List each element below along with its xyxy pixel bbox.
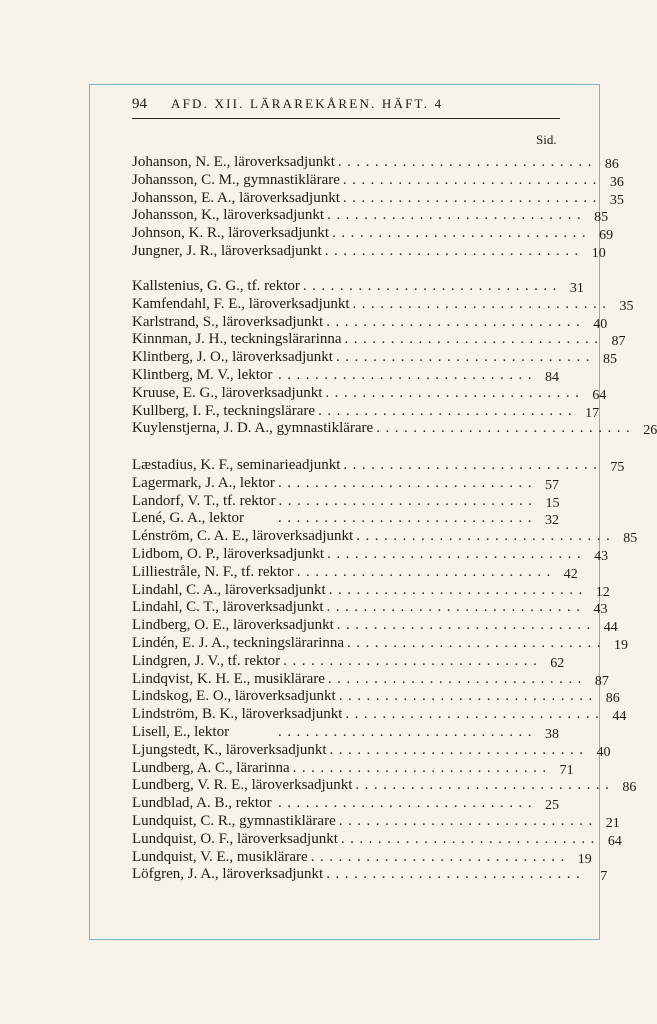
index-entry xyxy=(132,206,609,226)
dot-leader: ............................ xyxy=(278,795,537,812)
entry-page-number: 32 xyxy=(545,513,559,529)
entry-page-number: 19 xyxy=(614,638,629,653)
entry-name: Johansson, K., läroverksadjunkt xyxy=(132,207,325,224)
dot-leader: ............................ xyxy=(326,599,586,616)
dot-leader: ............................ xyxy=(327,207,587,224)
index-entry xyxy=(132,527,638,547)
index-entry xyxy=(132,456,625,475)
dot-leader: ............................ xyxy=(347,635,607,651)
entry-page-number: 85 xyxy=(602,352,617,368)
index-entry xyxy=(132,812,620,831)
dot-leader: ............................ xyxy=(278,510,537,527)
entry-page-number: 87 xyxy=(611,334,626,350)
entry-page-number: 40 xyxy=(593,316,608,332)
entry-name: Lagermark, J. A., lektor xyxy=(132,474,275,491)
entry-name: Lundquist, C. R., gymnastiklärare xyxy=(132,813,336,829)
index-entry xyxy=(132,741,611,760)
entry-page-number: 75 xyxy=(610,460,625,475)
index-entry xyxy=(132,153,619,172)
dot-leader: ............................ xyxy=(356,528,616,545)
dot-leader: ............................ xyxy=(327,670,587,687)
entry-page-number: 42 xyxy=(563,566,578,582)
entry-name: Johnson, K. R., läroverksadjunkt xyxy=(132,225,330,242)
index-entry xyxy=(132,830,622,849)
entry-page-number: 19 xyxy=(577,851,592,867)
entry-page-number: 26 xyxy=(643,423,657,439)
entry-name: Lindberg, O. E., läroverksadjunkt xyxy=(132,617,334,634)
index-entry xyxy=(132,348,617,368)
entry-name: Lundberg, V. R. E., läroverksadjunkt xyxy=(132,777,353,794)
entry-page-number: 85 xyxy=(623,531,638,547)
index-entry xyxy=(132,492,559,510)
entry-name: Læstadius, K. F., seminarieadjunkt xyxy=(132,457,341,473)
entry-name: Klintberg, M. V., lektor xyxy=(132,367,273,383)
entry-page-number: 12 xyxy=(595,584,610,600)
entry-page-number: 7 xyxy=(600,869,608,885)
entry-page-number: 64 xyxy=(607,833,622,849)
dot-leader: ............................ xyxy=(340,830,600,847)
index-entry xyxy=(132,670,609,689)
dot-leader: ............................ xyxy=(324,243,584,259)
entry-page-number: 87 xyxy=(594,673,609,689)
entry-page-number: 43 xyxy=(593,602,608,618)
entry-name: Johanson, N. E., läroverksadjunkt xyxy=(132,154,335,170)
dot-leader: ............................ xyxy=(352,295,612,312)
entry-name: Lundquist, V. E., musiklärare xyxy=(132,848,308,865)
entry-page-number: 85 xyxy=(594,210,609,226)
entry-name: Lindgren, J. V., tf. rektor xyxy=(132,652,281,669)
index-entry xyxy=(132,224,614,244)
entry-name: Lidbom, O. P., läroverksadjunkt xyxy=(132,546,325,562)
entry-name: Lundberg, A. C., lärarinna xyxy=(132,759,290,776)
entry-name: Karlstrand, S., läroverksadjunkt xyxy=(132,313,324,330)
index-entry xyxy=(132,776,637,796)
entry-page-number: 31 xyxy=(569,281,584,296)
entry-name: Landorf, V. T., tf. rektor xyxy=(132,492,276,509)
index-entry xyxy=(132,865,608,885)
entry-name: Klintberg, J. O., läroverksadjunkt xyxy=(132,349,333,366)
entry-page-number: 15 xyxy=(545,495,560,511)
entry-name: Kamfendahl, F. E., läroverksadjunkt xyxy=(132,295,350,312)
dot-leader: ............................ xyxy=(376,420,636,437)
entry-page-number: 10 xyxy=(591,246,606,261)
index-entry xyxy=(132,313,608,332)
entry-page-number: 71 xyxy=(559,762,574,778)
entry-name: Lundquist, O. F., läroverksadjunkt xyxy=(132,830,338,847)
dot-leader: ............................ xyxy=(278,724,537,740)
dot-leader: ............................ xyxy=(326,866,586,883)
index-entry xyxy=(132,848,592,867)
entry-page-number: 86 xyxy=(605,691,620,707)
dot-leader: ............................ xyxy=(310,848,570,865)
entry-name: Lindqvist, K. H. E., musiklärare xyxy=(132,670,325,687)
dot-leader: ............................ xyxy=(329,741,589,758)
entry-page-number: 35 xyxy=(609,192,624,208)
entry-name: Jungner, J. R., läroverksadjunkt xyxy=(132,243,322,259)
dot-leader: ............................ xyxy=(326,313,586,330)
entry-page-number: 35 xyxy=(619,298,634,314)
index-entry xyxy=(132,545,609,564)
entry-page-number: 84 xyxy=(545,370,559,385)
index-entry xyxy=(132,242,606,261)
dot-leader: ............................ xyxy=(325,384,585,401)
entry-name: Johansson, E. A., läroverksadjunkt xyxy=(132,189,340,206)
dot-leader: ............................ xyxy=(318,402,578,419)
index-entry xyxy=(132,634,629,653)
entry-name: Löfgren, J. A., läroverksadjunkt xyxy=(132,866,324,883)
index-entry xyxy=(132,419,657,439)
entry-name: Kruuse, E. G., läroverksadjunkt xyxy=(132,384,323,401)
entry-name: Lundblad, A. B., rektor xyxy=(132,795,272,812)
dot-leader: ............................ xyxy=(278,367,537,383)
dot-leader: ............................ xyxy=(338,688,598,705)
entry-page-number: 38 xyxy=(545,727,559,742)
entry-page-number: 17 xyxy=(585,405,600,421)
dot-leader: ............................ xyxy=(327,546,587,562)
index-entry xyxy=(132,687,620,707)
entry-name: Kullberg, I. F., teckningslärare xyxy=(132,402,316,419)
dot-leader: ............................ xyxy=(342,189,602,206)
dot-leader: ............................ xyxy=(296,563,556,580)
running-title: AFD. XII. LÄRAREKÅREN. HÄFT. 4 xyxy=(171,96,444,111)
index-entry xyxy=(132,402,600,421)
entry-page-number: 57 xyxy=(545,477,559,493)
dot-leader: ............................ xyxy=(278,492,538,509)
entry-page-number: 62 xyxy=(550,655,565,671)
page-header xyxy=(132,96,560,113)
dot-leader: ............................ xyxy=(292,759,552,776)
entry-page-number: 86 xyxy=(604,157,619,172)
entry-page-number: 40 xyxy=(596,744,611,760)
entry-name: Lindahl, C. A., läroverksadjunkt xyxy=(132,581,326,598)
entry-name: Kinnman, J. H., teckningslärarinna xyxy=(132,331,342,348)
entry-name: Ljungstedt, K., läroverksadjunkt xyxy=(132,741,327,758)
entry-name: Lené, G. A., lektor xyxy=(132,510,245,527)
dot-leader: ............................ xyxy=(302,278,562,294)
entry-name: Lindén, E. J. A., teckningslärarinna xyxy=(132,635,345,651)
index-entry xyxy=(132,171,624,190)
entry-name: Lindskog, E. O., läroverksadjunkt xyxy=(132,688,336,705)
dot-leader: ............................ xyxy=(355,777,615,794)
index-entry xyxy=(132,563,578,582)
entry-name: Kallstenius, G. G., tf. rektor xyxy=(132,278,300,294)
dot-leader: ............................ xyxy=(345,706,605,723)
entry-page-number: 21 xyxy=(605,816,620,831)
dot-leader: ............................ xyxy=(328,581,588,598)
entry-name: Kuylenstjerna, J. D. A., gymnastiklärare xyxy=(132,420,374,437)
dot-leader: ............................ xyxy=(342,171,602,188)
entry-name: Lilliestråle, N. F., tf. rektor xyxy=(132,563,294,580)
index-entry xyxy=(132,330,626,350)
page-number: 94 xyxy=(132,96,147,112)
index-entry xyxy=(132,723,559,741)
entry-page-number: 36 xyxy=(609,174,624,190)
column-label-sid: Sid. xyxy=(536,132,557,147)
entry-name: Lisell, E., lektor xyxy=(132,724,230,740)
index-entry xyxy=(132,616,618,636)
index-entry xyxy=(132,759,574,778)
dot-leader: ............................ xyxy=(343,457,603,473)
index-entry xyxy=(132,581,610,600)
entry-page-number: 25 xyxy=(545,798,559,814)
dot-leader: ............................ xyxy=(283,652,543,669)
dot-leader: ............................ xyxy=(338,813,598,829)
index-entry xyxy=(132,366,559,384)
dot-leader: ............................ xyxy=(336,617,596,634)
entry-page-number: 43 xyxy=(594,549,609,564)
entry-name: Lénström, C. A. E., läroverksadjunkt xyxy=(132,528,354,545)
index-entry xyxy=(132,295,634,314)
dot-leader: ............................ xyxy=(278,474,537,491)
entry-page-number: 44 xyxy=(612,709,627,725)
entry-page-number: 69 xyxy=(599,228,614,244)
index-entry xyxy=(132,652,565,671)
index-entry xyxy=(132,277,584,296)
entry-name: Lindahl, C. T., läroverksadjunkt xyxy=(132,599,324,616)
index-entry xyxy=(132,384,607,403)
entry-name: Lindström, B. K., läroverksadjunkt xyxy=(132,706,343,723)
entry-page-number: 64 xyxy=(592,387,607,403)
dot-leader: ............................ xyxy=(344,331,604,348)
dot-leader: ............................ xyxy=(332,225,592,242)
index-entry xyxy=(132,509,559,527)
index-entry xyxy=(132,598,608,618)
dot-leader: ............................ xyxy=(335,349,595,366)
entry-name: Johansson, C. M., gymnastiklärare xyxy=(132,171,340,188)
entry-page-number: 86 xyxy=(622,780,637,796)
index-entry xyxy=(132,794,559,812)
index-entry xyxy=(132,189,624,208)
index-entry xyxy=(132,705,627,725)
dot-leader: ............................ xyxy=(337,154,597,170)
index-entry xyxy=(132,474,559,492)
header-rule xyxy=(132,118,560,119)
entry-page-number: 44 xyxy=(603,620,618,636)
